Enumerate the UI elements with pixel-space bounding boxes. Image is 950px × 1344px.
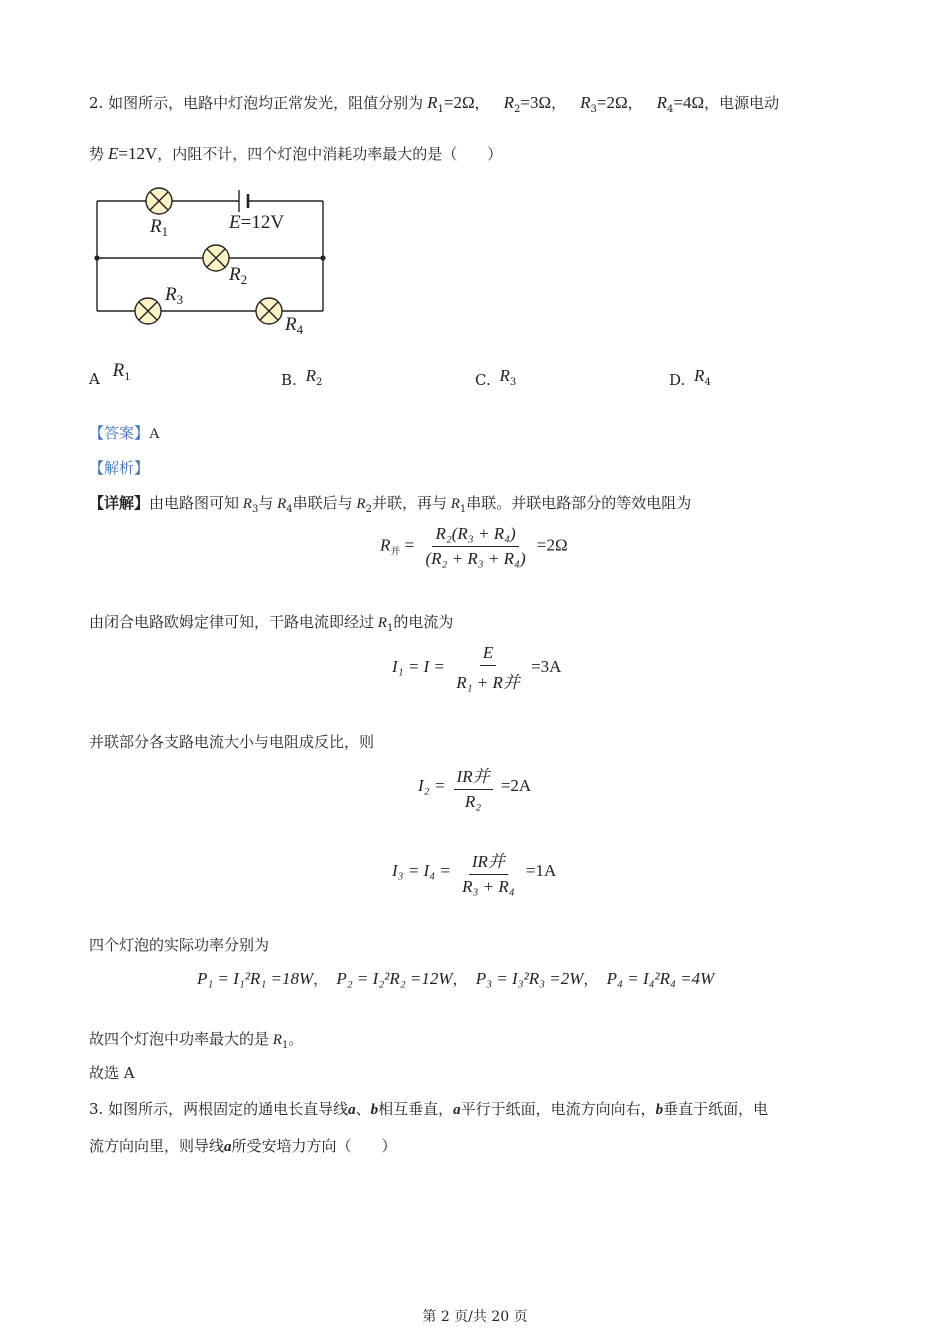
q3-line1: 3. 如图所示，两根固定的通电长直导线a、b相互垂直，a平行于纸面，电流方向向右，b垂直于纸面，电 (89, 1100, 769, 1118)
lamp-r4-icon (256, 298, 282, 324)
detail-line6: 故选 A (89, 1064, 135, 1082)
lamp-r1-icon (146, 188, 172, 214)
label-r1: $R_1$ (150, 216, 169, 239)
option-c[interactable]: C. R3 (475, 366, 517, 389)
option-a[interactable]: A $R_1$ (89, 360, 131, 388)
answer-line (89, 422, 160, 443)
q2-line1: 2. 如图所示，电路中灯泡均正常发光，阻值分别为 $R_1=2\Omega$， $R_2=3\Omega$， $R_3=2\Omega$， $R_4=4\Omega$，电源电动 (89, 93, 780, 115)
label-battery: E=12V (229, 212, 285, 233)
answer-tag: 【答案】 (89, 424, 150, 442)
detail-line3: 并联部分各支路电流大小与电阻成反比，则 (89, 733, 375, 751)
equation-equivalent-resistance: $R_并$ = $\frac{\text{R₂(R₃ + R₄)}}{\text{(R₂ + R₃ + R₄)}}$ =2Ω (380, 524, 568, 568)
lamp-r2-icon (203, 245, 229, 271)
detail-line1: 【详解】由电路图可知 $R_3$与 $R_4$串联后与 $R_2$并联，再与 $R_1$串联。并联电路部分的等效电阻为 (89, 494, 692, 515)
detail-line2: 由闭合电路欧姆定律可知，干路电流即经过 $R_1$的电流为 (89, 613, 454, 634)
q2-line2: 势 E=12V，内阻不计，四个灯泡中消耗功率最大的是（ ） (89, 144, 503, 163)
q3-line2: 流方向向里，则导线a所受安培力方向（ ） (89, 1137, 397, 1155)
answer-value: A (149, 426, 160, 442)
junction-left (94, 255, 99, 260)
option-b[interactable]: B. R2 (281, 366, 323, 389)
detail-line5: 故四个灯泡中功率最大的是 $R_1$。 (89, 1030, 304, 1051)
label-r3: $R_3$ (165, 284, 184, 307)
analysis-tag: 【解析】 (89, 459, 150, 477)
equation-powers: P₁ = I₁²R₁ =18W， P₂ = I₂²R₂ =12W， P₃ = I₃²R₃ =2W， P₄ = I₄²R₄ =4W (197, 969, 715, 988)
page-footer: 第 2 页/共 20 页 (422, 1309, 528, 1325)
lamp-r3-icon (135, 298, 161, 324)
option-d[interactable]: D. R4 (669, 366, 711, 389)
equation-i3-i4: I₃ = I₄ = $\frac{\text{IR并}}{\text{R₃ + R₄}}$ =1A (392, 847, 556, 897)
analysis-line (89, 457, 149, 478)
equation-i2: I₂ = $\frac{\text{IR并}}{\text{R₂}}$ =2A (418, 762, 531, 812)
detail-line4: 四个灯泡的实际功率分别为 (89, 936, 270, 954)
junction-right (320, 255, 325, 260)
detail-tag: 【详解】 (89, 494, 150, 512)
label-r2: $R_2$ (229, 264, 248, 287)
equation-main-current: I₁ = I = $\frac{E}{\text{R₁ + R并}}$ =3A (392, 643, 562, 692)
label-r4: $R_4$ (285, 314, 304, 337)
